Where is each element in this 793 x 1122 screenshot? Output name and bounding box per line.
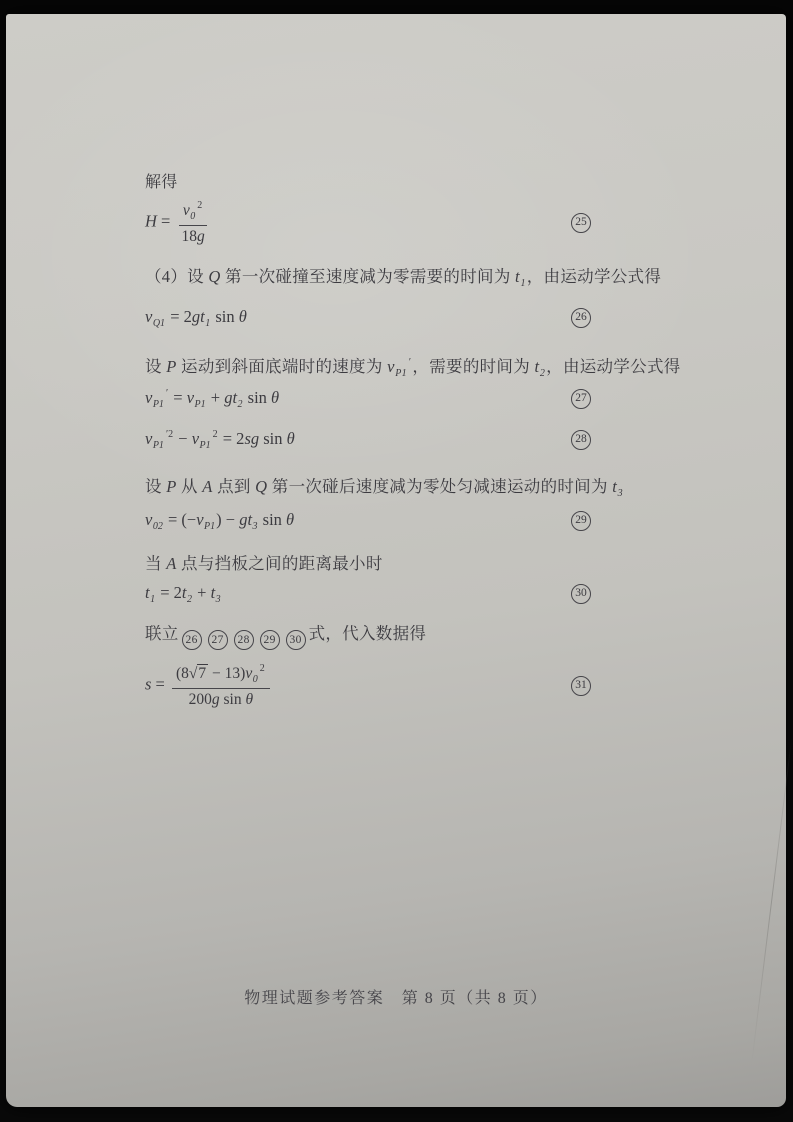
line-solve <box>145 168 591 192</box>
circled-number-26: 26 <box>182 630 202 650</box>
equation-tag-27: 27 <box>571 389 591 409</box>
equation-tag-25: 25 <box>571 213 591 233</box>
circled-number-28: 28 <box>234 630 254 650</box>
line-combine <box>145 621 591 649</box>
formula-vP1-squared: $v_{P1}^{'2} - v_{P1}^2 = 2sg$ sin θ <box>145 429 295 451</box>
circled-number-29: 29 <box>260 630 280 650</box>
equation-29-row <box>145 508 591 534</box>
equation-tag-26: 26 <box>571 308 591 328</box>
formula-H-lhs: H = <box>145 211 175 231</box>
formula-vQ1: $v_{Q1} = 2gt_1$ sin θ <box>145 307 247 329</box>
formula-H <box>145 200 212 246</box>
formula-vP1-prime: $v_{P1}' = v_{P1} + gt_2$ sin θ <box>145 388 280 410</box>
page-footer: 物理试题参考答案 第 8 页（共 8 页） <box>244 990 548 1007</box>
equation-tag-28: 28 <box>571 430 591 450</box>
circled-number-27: 27 <box>208 630 228 650</box>
line-when-min-distance <box>145 549 591 575</box>
formula-s <box>145 663 273 709</box>
equation-27-row <box>145 386 591 412</box>
fraction-s-result <box>172 663 270 709</box>
solve-label: 解得 <box>145 173 178 191</box>
fraction-v0sq-over-18g <box>177 200 208 246</box>
combine-equations-text: 联立 26 27 28 29 30 式，代入数据得 <box>145 620 426 651</box>
equation-28-row <box>145 426 591 454</box>
equation-tag-29: 29 <box>571 511 591 531</box>
sqrt-symbol: √7 <box>188 665 207 683</box>
equation-31-row <box>145 659 591 713</box>
paper-crease <box>751 738 792 1066</box>
formula-v02: $v_{02} = (-v_{P1}) - gt_3$ sin θ <box>145 510 295 532</box>
circled-number-30: 30 <box>286 630 306 650</box>
equation-tag-31: 31 <box>571 676 591 696</box>
formula-s-lhs: s = <box>145 674 169 694</box>
answer-sheet-page <box>6 14 786 1107</box>
formula-t1: $t_1 = 2t_2 + t_3$ <box>145 583 221 605</box>
fraction-numerator: $v_0^2$ <box>179 200 207 226</box>
fraction-denominator: 18g <box>181 227 205 245</box>
when-min-distance-text: 当 A 点与挡板之间的距离最小时 <box>145 554 383 573</box>
P-setup-text: 设 P 运动到斜面底端时的速度为 $v_{P1}'$，需要的时间为 $t_2$，由运动学公式得 <box>145 357 681 379</box>
line-part4-setup <box>145 263 662 289</box>
equation-25-row <box>145 196 591 250</box>
equation-30-row <box>145 581 591 607</box>
fraction-denominator: 200g sin θ <box>188 690 254 708</box>
line-A-setup <box>145 473 623 499</box>
fraction-numerator: $(8√7 - 13)v_0^2$ <box>172 663 270 689</box>
part4-setup-text: （4）设 Q 第一次碰撞至速度减为零需要的时间为 $t_1$，由运动学公式得 <box>145 267 662 289</box>
equation-26-row <box>145 305 591 331</box>
A-setup-text: 设 P 从 A 点到 Q 第一次碰后速度减为零处匀减速运动的时间为 $t_3$ <box>145 477 623 499</box>
equation-tag-30: 30 <box>571 584 591 604</box>
line-P-setup <box>145 353 681 379</box>
